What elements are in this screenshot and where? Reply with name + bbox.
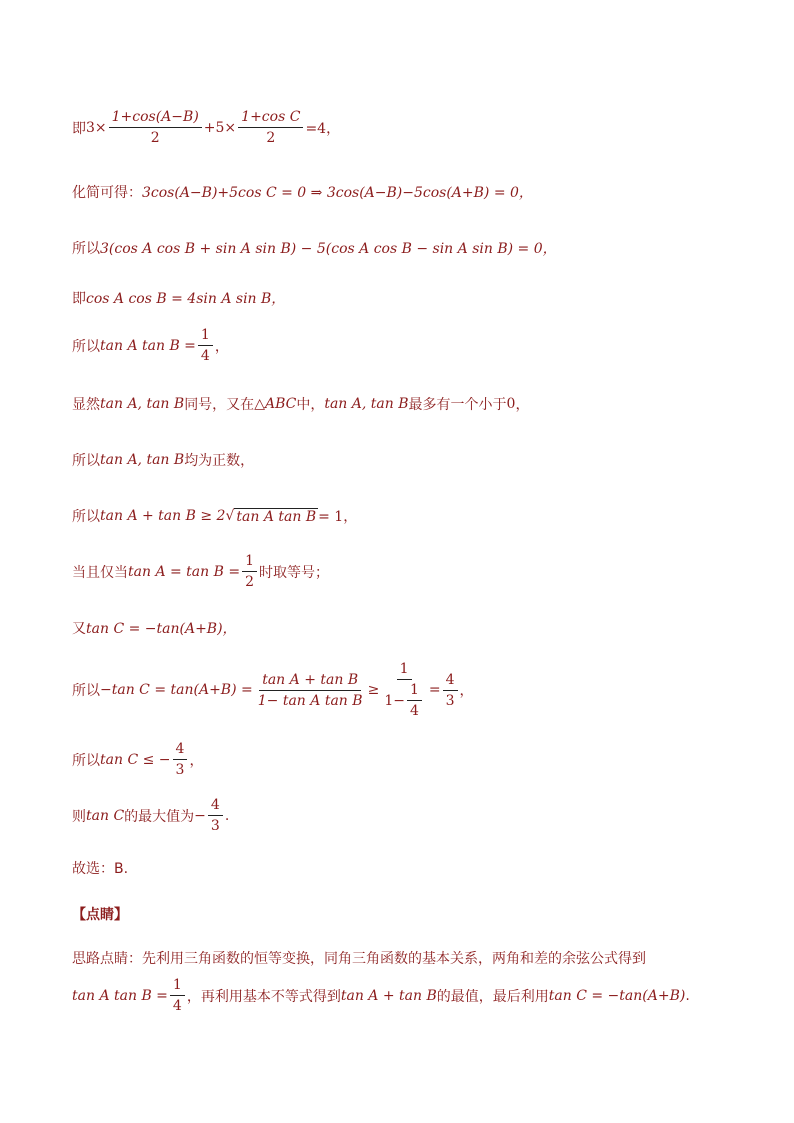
line-16-text-a: ，再利用基本不等式得到 (186, 988, 341, 1005)
line-7 (72, 450, 254, 470)
fraction-denominator: 3 (445, 692, 455, 709)
line-10-math: tan C = −tan(A+B)， (86, 621, 237, 637)
fraction-denominator: 3 (210, 818, 220, 834)
section-tag (72, 904, 128, 924)
line-6-a: 显然 (72, 397, 100, 413)
line-6-math-3: 0 (506, 396, 516, 412)
line-8 (72, 506, 357, 526)
line-11-ge: ≥ (367, 682, 380, 698)
line-5-math: tan A tan B = (100, 337, 196, 354)
fraction (198, 326, 213, 365)
fraction-numerator: 1 (242, 552, 257, 572)
line-1-math-c: =4， (305, 120, 341, 137)
line-7-math: tan A, tan B (100, 452, 185, 468)
line-8-prefix: 所以 (72, 509, 100, 525)
fraction (170, 976, 185, 1015)
line-11-suffix: ， (459, 683, 474, 699)
line-16-text-b: 的最值，最后利用 (436, 988, 549, 1005)
fraction-denominator: 2 (245, 574, 255, 590)
line-16-math-2: tan A + tan B (340, 987, 437, 1004)
fraction-numerator: tan A + tan B (259, 671, 361, 691)
fraction-denominator (381, 680, 427, 720)
line-11 (72, 660, 474, 720)
line-3-math: 3(cos A cos B + sin A sin B) − 5(cos A cos B − sin A sin B) = 0， (100, 241, 557, 257)
line-9-math: tan A = tan B = (128, 563, 241, 580)
sqrt-symbol: √ (225, 507, 235, 524)
fraction (173, 740, 188, 779)
line-7-prefix: 所以 (72, 453, 100, 469)
line-3-prefix: 所以 (72, 241, 100, 257)
answer-line: 故选：B. (72, 861, 129, 877)
line-13-suffix: . (224, 807, 230, 824)
fraction-numerator: 1 (198, 326, 213, 346)
line-12 (72, 740, 203, 779)
line-4-math: cos A cos B = 4sin A sin B， (86, 291, 286, 307)
line-1-math-a: 3× (86, 119, 107, 136)
fraction-denominator: 4 (409, 703, 419, 719)
line-13-math: tan C (86, 807, 125, 824)
fraction (255, 671, 366, 710)
line-3 (72, 238, 557, 258)
line-4 (72, 288, 285, 308)
line-13-mid: 的最大值为 (124, 808, 195, 825)
line-9-prefix: 当且仅当 (72, 564, 128, 581)
line-5-prefix: 所以 (72, 338, 100, 355)
line-16-suffix: . (685, 987, 690, 1004)
line-15 (72, 948, 646, 968)
line-1-math-b: +5× (203, 119, 237, 136)
fraction (238, 108, 303, 147)
line-9 (72, 552, 329, 591)
line-11-math-a: −tan C = tan(A+B) = (100, 682, 253, 698)
compound-fraction (381, 660, 427, 720)
line-5-suffix: ， (214, 338, 229, 355)
line-11-prefix: 所以 (72, 683, 100, 699)
line-1 (72, 108, 340, 147)
line-7-suffix: 均为正数， (184, 453, 255, 469)
line-2 (72, 182, 533, 202)
line-12-suffix: ， (189, 752, 204, 769)
fraction-numerator: 1+cos C (238, 108, 303, 128)
square-root (225, 508, 318, 525)
fraction-denominator: 2 (266, 130, 276, 146)
line-5 (72, 326, 229, 365)
line-16-math-3: tan C = −tan(A+B) (548, 987, 686, 1004)
line-11-eq: = (428, 682, 441, 698)
dianjing-tag: 【点睛】 (72, 907, 128, 923)
fraction-numerator: 4 (173, 740, 188, 760)
line-6-e: ， (515, 397, 530, 413)
fraction-numerator: 4 (208, 796, 223, 816)
fraction-denominator: 2 (150, 130, 160, 146)
line-13-minus: − (194, 807, 206, 824)
nested-fraction (407, 681, 422, 720)
line-12-math: tan C ≤ − (100, 751, 171, 768)
sqrt-radicand: tan A tan B (236, 508, 317, 525)
triangle-abc: △ABC (254, 396, 297, 412)
line-8-math-b: = 1， (318, 509, 358, 525)
fraction-denominator: 1− tan A tan B (257, 692, 363, 709)
nested-prefix: 1− (384, 692, 405, 709)
line-10 (72, 618, 237, 638)
line-8-math-a: tan A + tan B ≥ 2 (100, 508, 226, 524)
fraction-numerator: 1 (170, 976, 185, 996)
line-6-math-2: tan A, tan B (324, 396, 409, 412)
line-6-b: 同号，又在 (184, 397, 255, 413)
line-1-prefix: 即 (72, 120, 86, 137)
line-9-suffix: 时取等号； (259, 564, 330, 581)
line-6-c: 中， (296, 397, 325, 413)
summary-text: 思路点睛：先利用三角函数的恒等变换，同角三角函数的基本关系，两角和差的余弦公式得到 (72, 951, 646, 967)
line-16 (72, 976, 690, 1015)
fraction-denominator: 4 (172, 998, 182, 1014)
line-2-prefix: 化简可得： (72, 185, 142, 201)
line-13-prefix: 则 (72, 808, 86, 825)
fraction (208, 796, 223, 835)
fraction-denominator: 3 (175, 762, 185, 778)
line-14 (72, 858, 128, 878)
line-13 (72, 796, 229, 835)
line-6 (72, 394, 529, 414)
fraction (242, 552, 257, 591)
fraction-numerator: 1 (407, 681, 422, 701)
fraction (443, 671, 458, 710)
fraction-numerator: 1 (397, 660, 412, 680)
line-2-math: 3cos(A−B)+5cos C = 0 ⇒ 3cos(A−B)−5cos(A+B) = 0， (142, 185, 533, 201)
line-4-prefix: 即 (72, 291, 86, 307)
fraction-denominator: 4 (200, 348, 210, 364)
line-6-math-1: tan A, tan B (100, 396, 185, 412)
fraction (109, 108, 202, 147)
line-12-prefix: 所以 (72, 752, 100, 769)
line-16-math: tan A tan B = (72, 987, 168, 1004)
fraction-numerator: 4 (443, 671, 458, 691)
line-6-d: 最多有一个小于 (408, 397, 507, 413)
fraction-numerator: 1+cos(A−B) (109, 108, 202, 128)
line-10-prefix: 又 (72, 621, 86, 637)
